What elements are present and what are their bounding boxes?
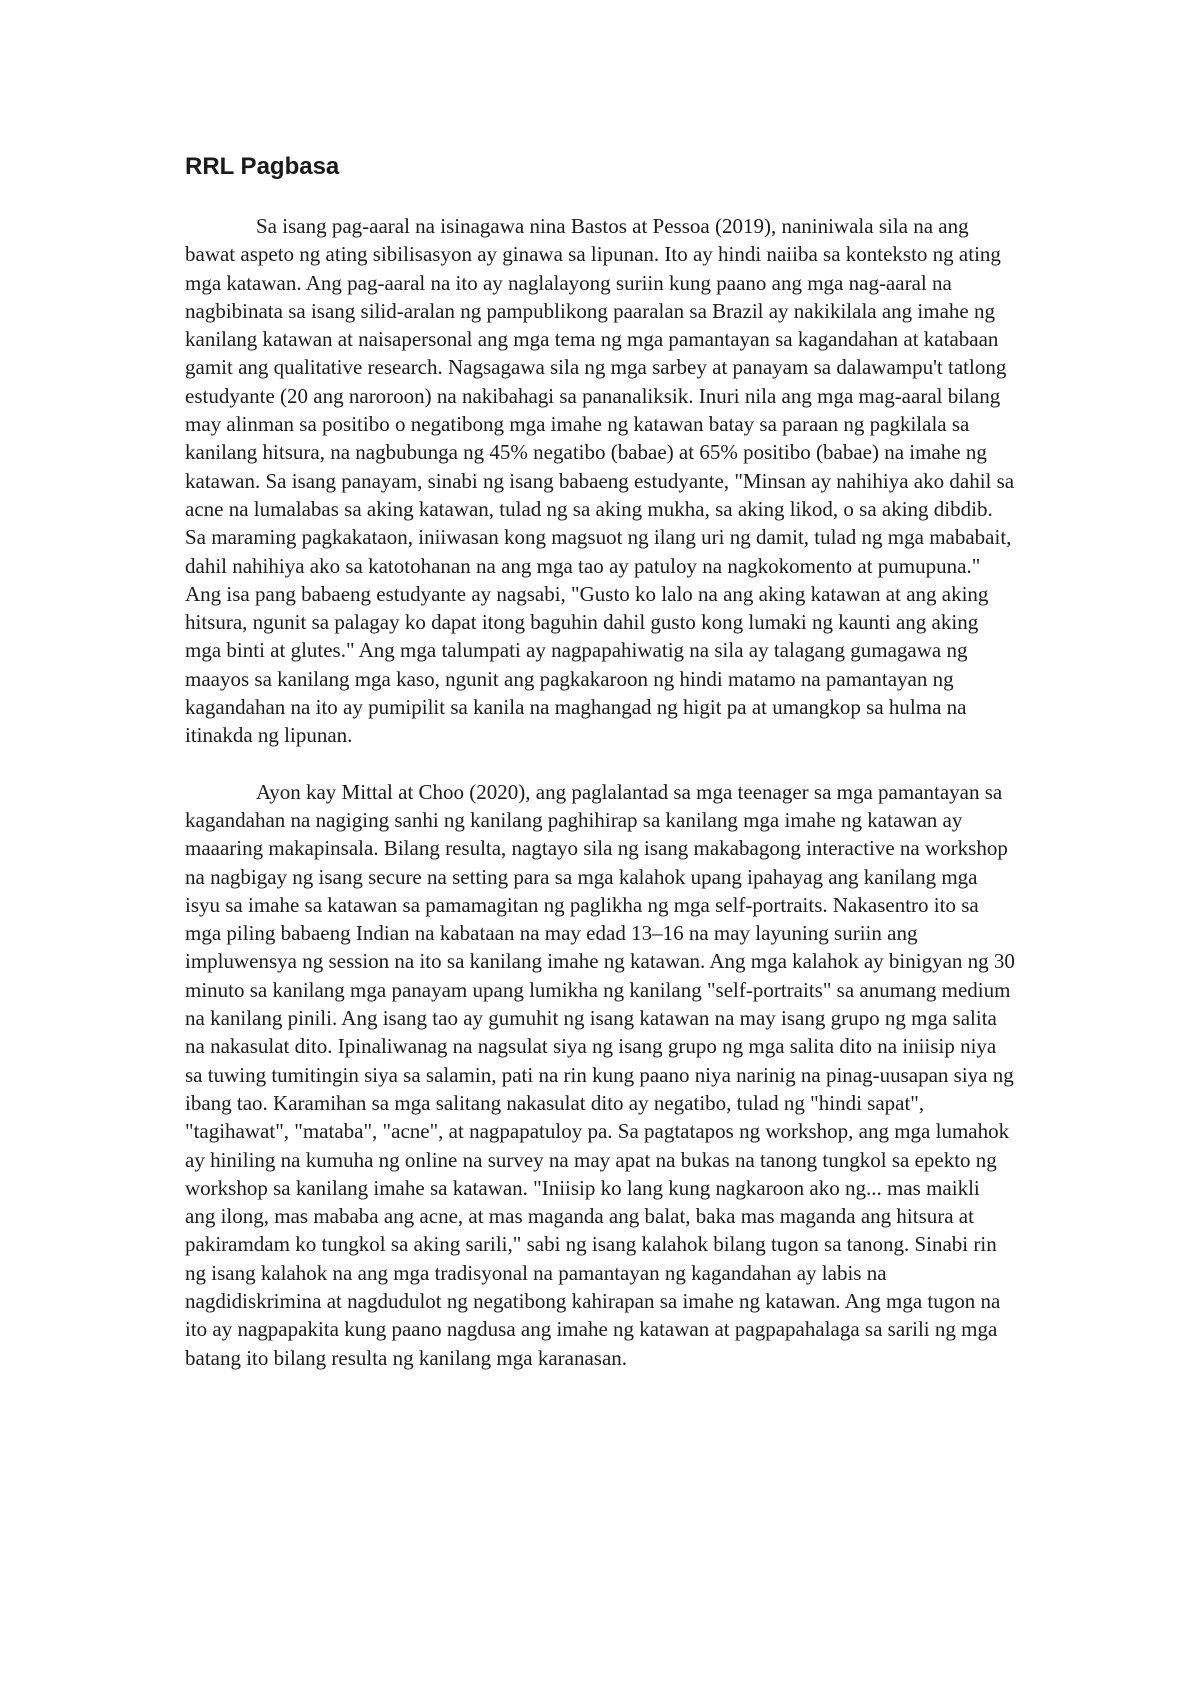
document-body bbox=[185, 152, 1015, 1372]
paragraph-mittal-choo: Ayon kay Mittal at Choo (2020), ang paglalantad sa mga teenager sa mga pamantayan sa kagandahan na nagiging sanhi ng kanilang paghihirap sa kanilang mga imahe ng katawan ay maaaring makapinsala. Bilang resulta, nagtayo sila ng isang makabagong interactive na workshop na nagbigay ng isang secure na setting para sa mga kalahok upang ipahayag ang kanilang mga isyu sa imahe sa katawan sa pamamagitan ng paglikha ng mga self-portraits. Nakasentro ito sa mga piling babaeng Indian na kabataan na may edad 13–16 na may layuning suriin ang impluwensya ng session na ito sa kanilang imahe ng katawan. Ang mga kalahok ay binigyan ng 30 minuto sa kanilang mga panayam upang lumikha ng kanilang "self-portraits" sa anumang medium na kanilang pinili. Ang isang tao ay gumuhit ng isang katawan na may isang grupo ng mga salita na nakasulat dito. Ipinaliwanag na nagsulat siya ng isang grupo ng mga salita dito na iniisip niya sa tuwing tumitingin siya sa salamin, pati na rin kung paano niya narinig na pinag-uusapan siya ng ibang tao. Karamihan sa mga salitang nakasulat dito ay negatibo, tulad ng "hindi sapat", "tagihawat", "mataba", "acne", at nagpapatuloy pa. Sa pagtatapos ng workshop, ang mga lumahok ay hiniling na kumuha ng online na survey na may apat na bukas na tanong tungkol sa epekto ng workshop sa kanilang imahe sa katawan. "Iniisip ko lang kung nagkaroon ako ng... mas maikli ang ilong, mas mababa ang acne, at mas maganda ang balat, baka mas maganda ang hitsura at pakiramdam ko tungkol sa aking sarili," sabi ng isang kalahok bilang tugon sa tanong. Sinabi rin ng isang kalahok na ang mga tradisyonal na pamantayan ng kagandahan ay labis na nagdidiskrimina at nagdudulot ng negatibong kahirapan sa imahe ng katawan. Ang mga tugon na ito ay nagpapakita kung paano nagdusa ang imahe ng katawan at pagpapahalaga sa sarili ng mga batang ito bilang resulta ng kanilang mga karanasan. bbox=[185, 779, 1015, 1370]
paragraph-bastos-pessoa: Sa isang pag-aaral na isinagawa nina Bastos at Pessoa (2019), naniniwala sila na ang bawat aspeto ng ating sibilisasyon ay ginawa sa lipunan. Ito ay hindi naiiba sa konteksto ng ating mga katawan. Ang pag-aaral na ito ay naglalayong suriin kung paano ang mga nag-aaral na nagbibinata sa isang silid-aralan ng pampublikong paaralan sa Brazil ay nakikilala ang imahe ng kanilang katawan at naisapersonal ang mga tema ng mga pamantayan sa kagandahan at katabaan gamit ang qualitative research. Nagsagawa sila ng mga sarbey at panayam sa dalawampu't tatlong estudyante (20 ang naroroon) na nakibahagi sa pananaliksik. Inuri nila ang mga mag-aaral bilang may alinman sa positibo o negatibong mga imahe ng katawan batay sa paraan ng pagkilala sa kanilang hitsura, na nagbubunga ng 45% negatibo (babae) at 65% positibo (babae) na imahe ng katawan. Sa isang panayam, sinabi ng isang babaeng estudyante, "Minsan ay nahihiya ako dahil sa acne na lumalabas sa aking katawan, tulad ng sa aking mukha, sa aking likod, o sa aking dibdib. Sa maraming pagkakataon, iniiwasan kong magsuot ng ilang uri ng damit, tulad ng mga mababait, dahil nahihiya ako sa katotohanan na ang mga tao ay patuloy na nagkokomento at pumupuna." Ang isa pang babaeng estudyante ay nagsabi, "Gusto ko lalo na ang aking katawan at ang aking hitsura, ngunit sa palagay ko dapat itong baguhin dahil gusto kong lumaki ng kaunti ang aking mga binti at glutes." Ang mga talumpati ay nagpapahiwatig na sila ay talagang gumagawa ng maayos sa kanilang mga kaso, ngunit ang pagkakaroon ng hindi matamo na pamantayan ng kagandahan na ito ay pumipilit sa kanila na maghangad ng higit pa at umangkop sa hulma na itinakda ng lipunan. bbox=[185, 214, 1015, 748]
document-title: RRL Pagbasa bbox=[185, 153, 340, 180]
